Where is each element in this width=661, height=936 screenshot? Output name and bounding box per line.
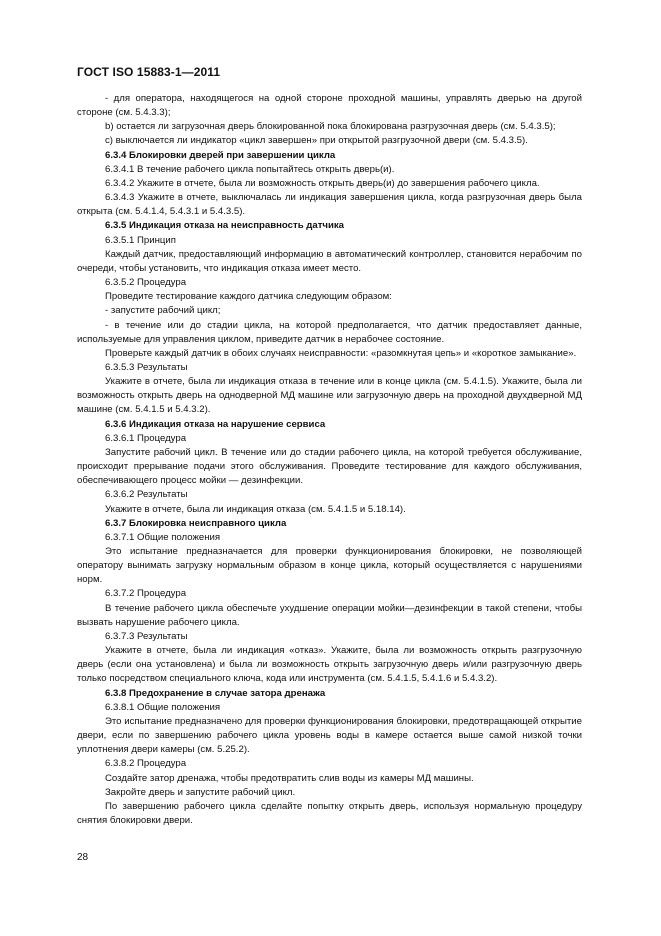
section-heading: 6.3.8 Предохранение в случае затора дренажа bbox=[105, 687, 326, 699]
paragraph: 6.3.5.3 Результаты bbox=[105, 361, 188, 373]
paragraph: - запустите рабочий цикл; bbox=[105, 305, 221, 317]
paragraph: 6.3.7.2 Процедура bbox=[105, 588, 187, 600]
page-number: 28 bbox=[77, 852, 89, 863]
paragraph: - для оператора, находящегося на одной стороне проходной машины, управлять дверью на другой стороне (см. 5.4.3.3); bbox=[77, 93, 582, 119]
paragraph: Создайте затор дренажа, чтобы предотвратить слив воды из камеры МД машины. bbox=[105, 772, 474, 784]
paragraph: Укажите в отчете, была ли индикация «отказ». Укажите, была ли возможность открыть разгрузочную дверь (если она установлена) и была ли возможность открыть загрузочную дверь и/или разгрузочную дверь только посредством специального ключа, кода или инструмента (см. 5.4.1.5, 5.4.1.6 и 5.4.3.2). bbox=[77, 645, 582, 685]
paragraph: 6.3.8.2 Процедура bbox=[105, 758, 187, 770]
paragraph: В течение рабочего цикла обеспечьте ухудшение операции мойки—дезинфекции в такой степени, чтобы вызвать нарушение рабочего цикла. bbox=[77, 602, 582, 628]
paragraph: Проведите тестирование каждого датчика следующим образом: bbox=[105, 291, 392, 303]
document-header: ГОСТ ISO 15883-1—2011 bbox=[77, 65, 221, 79]
section-heading: 6.3.6 Индикация отказа на нарушение сервиса bbox=[105, 418, 326, 430]
paragraph: Запустите рабочий цикл. В течение или до стадии рабочего цикла, на которой требуется обслуживание, происходит прерывание подачи этого обслуживания. Проведите тестирование для каждого обслуживания, обеспечивающего процесс мойки — дезинфекции. bbox=[77, 446, 582, 487]
paragraph: Это испытание предназначено для проверки функционирования блокировки, предотвращающей открытие двери, если по завершению рабочего цикла уровень воды в камере остается выше самой низкой точки уплотнения двери камеры (см. 5.25.2). bbox=[77, 715, 582, 756]
paragraph: Проверьте каждый датчик в обоих случаях неисправности: «разомкнутая цепь» и «короткое замыкание». bbox=[105, 347, 577, 359]
paragraph: 6.3.4.1 В течение рабочего цикла попытайтесь открыть дверь(и). bbox=[105, 163, 395, 175]
paragraph: Укажите в отчете, была ли индикация отказа (см. 5.4.1.5 и 5.18.14). bbox=[105, 503, 406, 515]
paragraph: Это испытание предназначается для проверки функционирования блокировки, не позволяющей оператору вынимать загрузку нормальным образом в конце цикла, который осуществляется с нарушениями норм. bbox=[77, 546, 582, 586]
paragraph: 6.3.4.2 Укажите в отчете, была ли возможность открыть дверь(и) до завершения рабочего цикла. bbox=[105, 177, 540, 189]
paragraph: 6.3.7.1 Общие положения bbox=[105, 531, 221, 543]
paragraph: Каждый датчик, предоставляющий информацию в автоматический контроллер, становится нерабочим по очереди, чтобы установить, что индикация отказа имеет место. bbox=[77, 248, 582, 274]
paragraph: 6.3.7.3 Результаты bbox=[105, 630, 188, 642]
section-heading: 6.3.4 Блокировки дверей при завершении цикла bbox=[105, 149, 336, 161]
paragraph: 6.3.5.2 Процедура bbox=[105, 277, 187, 289]
paragraph: 6.3.8.1 Общие положения bbox=[105, 701, 221, 713]
paragraph: 6.3.6.1 Процедура bbox=[105, 432, 187, 444]
paragraph: Закройте дверь и запустите рабочий цикл. bbox=[105, 786, 296, 798]
document-body bbox=[77, 92, 582, 828]
section-heading: 6.3.5 Индикация отказа на неисправность датчика bbox=[105, 220, 344, 232]
paragraph: b) остается ли загрузочная дверь блокированной пока блокирована разгрузочная дверь (см. 5.4.3.5); bbox=[105, 121, 556, 133]
paragraph: По завершению рабочего цикла сделайте попытку открыть дверь, используя нормальную процедуру снятия блокировки двери. bbox=[77, 800, 582, 826]
paragraph: Укажите в отчете, была ли индикация отказа в течение или в конце цикла (см. 5.4.1.5). Укажите, была ли возможность открыть дверь на однодверной МД машине или загрузочную дверь на проходной двухдверной МД машине (см. 5.4.1.5 и 5.4.3.2). bbox=[77, 376, 582, 416]
paragraph: 6.3.4.3 Укажите в отчете, выключалась ли индикация завершения цикла, когда разгрузочная дверь была открыта (см. 5.4.1.4, 5.4.3.1 и 5.4.3.5). bbox=[77, 192, 582, 218]
paragraph: 6.3.6.2 Результаты bbox=[105, 489, 188, 501]
paragraph: - в течение или до стадии цикла, на которой предполагается, что датчик предоставляет данные, используемые для управления циклом, приведите датчик в нерабочее состояние. bbox=[77, 319, 582, 345]
paragraph: с) выключается ли индикатор «цикл завершен» при открытой разгрузочной двери (см. 5.4.3.5). bbox=[105, 135, 528, 147]
paragraph: 6.3.5.1 Принцип bbox=[105, 234, 176, 246]
section-heading: 6.3.7 Блокировка неисправного цикла bbox=[105, 517, 287, 529]
